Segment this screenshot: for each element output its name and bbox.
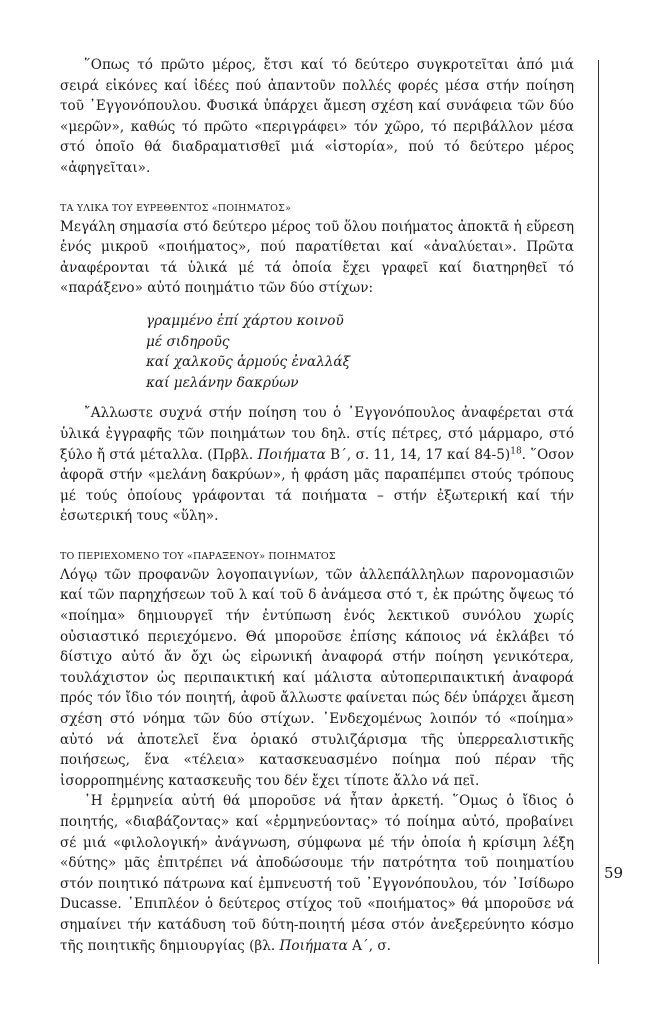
work-title-reference: Ποιήματα: [257, 446, 326, 463]
materials-commentary-paragraph: [60, 403, 574, 527]
content-paragraph: Λόγῳ τῶν προφανῶν λογοπαιγνίων, τῶν ἀλλεπάλληλων παρονομασιῶν καί τῶν παρηχήσεων τοῦ λ καί τοῦ δ ἀνάμεσα στό τ, ἐκ πρώτης ὄψεως τό «ποίημα» δημιουργεῖ τήν ἐντύπωση ἑνός λεκτικοῦ συνόλου χωρίς οὐσιαστικό περιεχόμενο. Θά μποροῦσε ἐπίσης κάποιος νά ἐκλάβει τό δίστιχο αὐτό ἄν ὄχι ὡς εἰρωνική ἀναφορά στήν ποίηση γενικότερα, τουλάχιστον ὡς περιπαικτική καί μάλιστα αὐτοπεριπαικτική ἀναφορά πρός τόν ἴδιο τόν ποιητή, ἀφοῦ ἄλλωστε φαίνεται πώς δέν ὑπάρχει ἄμεση σχέση στό νόημα τῶν δύο στίχων. ᾽Ενδεχομένως λοιπόν τό «ποίημα» αὐτό νά ἀποτελεῖ ἕνα ὁριακό στυλιζάρισμα τῆς ὑπερρεαλιστικῆς ποιήσεως, ἕνα «τέλεια» κατασκευασμένο ποίημα πού πέραν τῆς ἰσορροπημένης κατασκευῆς του δέν ἔχει τίποτε ἄλλο νά πεῖ.: [60, 566, 574, 789]
text-run: ῎Αλλωστε συχνά στήν ποίηση του ὁ ᾽Εγγονόπουλος ἀναφέρεται στά ὑλικά ἐγγραφῆς τῶν ποιημάτων του δηλ. στίς πέτρες, στό μάρμαρο, στό ξύλο ἤ στά μέταλλα. (Πρβλ.: [60, 405, 574, 463]
materials-paragraph: Μεγάλη σημασία στό δεύτερο μέρος τοῦ ὅλου ποιήματος ἀποκτᾶ ἡ εὕρεση ἑνός μικροῦ «ποιήματος», πού παρατίθεται καί «ἀναλύεται». Πρῶτα ἀναφέρονται τά ὑλικά μέ τά ὁποία ἔχει γραφεῖ καί διατηρηθεῖ τό «παράξενο» αὐτό ποιημάτιο τῶν δύο στίχων:: [60, 218, 574, 297]
text-run: ῾Η ἑρμηνεία αὐτή θά μποροῦσε νά ἦταν ἀρκετή. ῞Ομως ὁ ἴδιος ὁ ποιητής, «διαβάζοντας» καί «ἑρμηνεύοντας» τό ποίημα αὐτό, προβαίνει σέ μιά «φιλολογική» ἀνάγνωση, σύμφωνα μέ τήν ὁποία ἡ κρίσιμη λέξη «δύτης» μᾶς ἐπιτρέπει νά ἀποδώσουμε τήν πατρότητα τοῦ ποιηματίου στόν ποιητικό πάτρωνα καί ἐμπνευστή τοῦ ᾽Εγγονόπουλου, τόν ᾽Ισίδωρο Ducasse. ᾽Επιπλέον ὁ δεύτερος στίχος τοῦ «ποιήματος» θά μποροῦσε νά σημαίνει τήν κατάδυση τοῦ δύτη-ποιητή μέσα στόν ἀνεξερεύνητο κόσμο τῆς ποιητικῆς δημιουργίας (βλ.: [60, 793, 574, 954]
section-heading-content: ΤΟ ΠΕΡΙΕΧΟΜΕΝΟ ΤΟΥ «ΠΑΡΑΞΕΝΟΥ» ΠΟΙΗΜΑΤΟΣ: [60, 550, 336, 562]
margin-rule: [598, 60, 599, 964]
page-number: 59: [604, 864, 624, 882]
section-heading-materials: ΤΑ ΥΛΙΚΑ ΤΟΥ ΕΥΡΕΘΕΝΤΟΣ «ΠΟΙΗΜΑΤΟΣ»: [60, 202, 292, 214]
poem-line: καί χαλκοῦς ἁρμούς ἐναλλάξ: [146, 354, 351, 371]
body-text: [60, 55, 574, 956]
poem-line: καί μελάνην δακρύων: [146, 374, 299, 391]
text-run: Α΄, σ.: [347, 937, 391, 954]
footnote-marker: 18: [510, 445, 522, 456]
text-run: Β΄, σ. 11, 14, 17 καί 84-5): [325, 446, 511, 463]
poem-line: γραμμένο ἐπί χάρτου κοινοῦ: [146, 312, 344, 329]
interpretation-paragraph: [60, 791, 574, 956]
text-run: . ῞Οσον ἀφορᾶ στήν «μελάνη δακρύων», ἡ φράση μᾶς παραπέμπει στούς τρόπους μέ τούς ὁποίους γράφονται τά ποιήματα – στήν ἐξωτερική καί τήν ἐσωτερική τους «ὕλη».: [60, 446, 574, 525]
intro-paragraph: ῞Οπως τό πρῶτο μέρος, ἔτσι καί τό δεύτερο συγκροτεῖται ἀπό μιά σειρά εἰκόνες καί ἰδέες πού ἀπαντοῦν πολλές φορές μέσα στήν ποίηση τοῦ ᾽Εγγονόπουλου. Φυσικά ὑπάρχει ἄμεση σχέση καί συνάφεια τῶν δύο «μερῶν», καθώς τό πρῶτο «περιγράφει» τόν χῶρο, τό περιβάλλον μέσα στό ὁποῖο θά διαδραματισθεῖ μιά «ἱστορία», πού τό δεύτερο μέρος «ἀφηγεῖται».: [60, 57, 574, 176]
poem-line: μέ σιδηροῦς: [146, 333, 230, 350]
work-title-reference: Ποιήματα: [279, 937, 348, 954]
quoted-poem: [146, 311, 574, 393]
